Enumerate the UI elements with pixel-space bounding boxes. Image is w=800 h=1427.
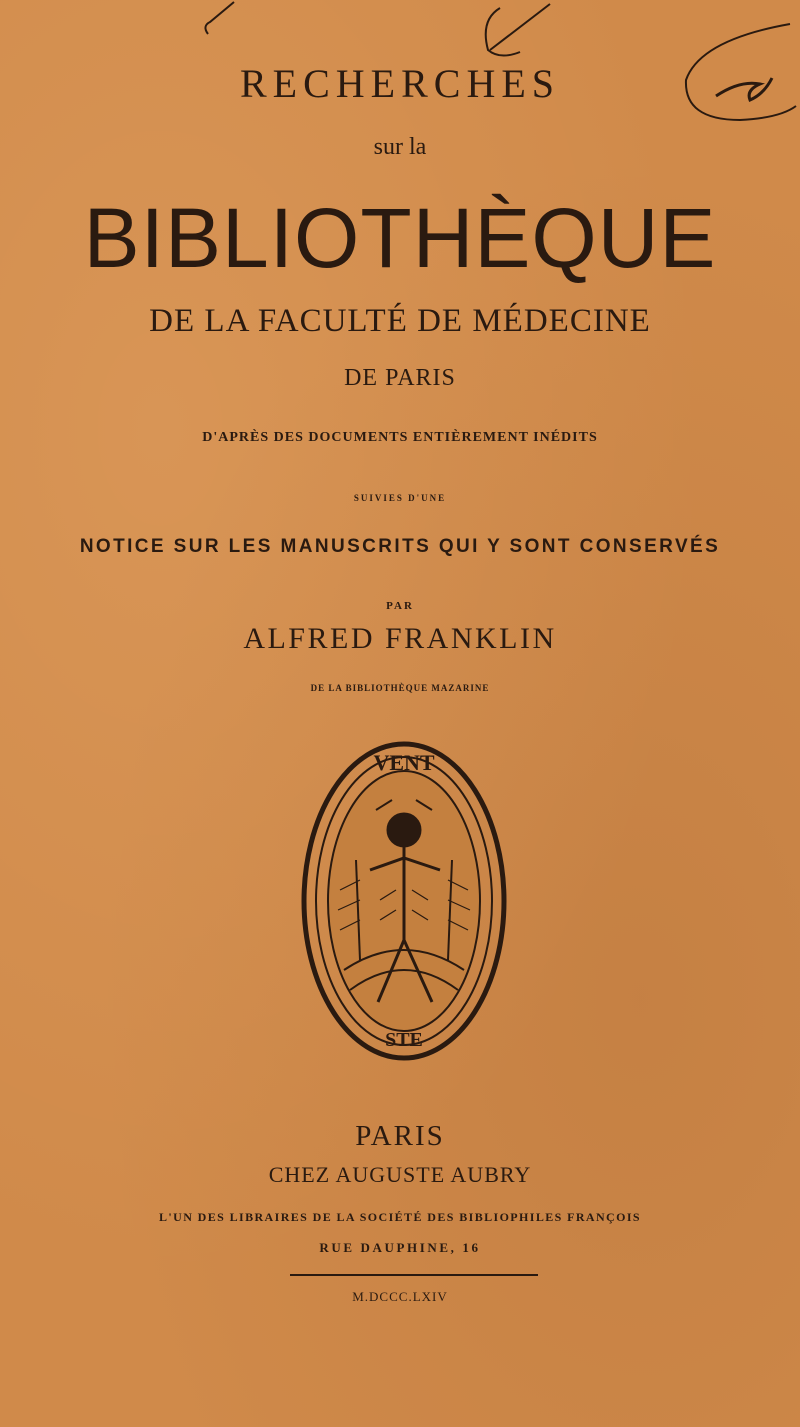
imprint-city: PARIS xyxy=(355,1120,445,1152)
notice-line: NOTICE SUR LES MANUSCRITS QUI Y SONT CONSERVÉS xyxy=(79,536,721,557)
imprint-address: RUE DAUPHINE, 16 xyxy=(319,1240,481,1255)
imprint-divider xyxy=(290,1274,538,1276)
author-name: ALFRED FRANKLIN xyxy=(243,622,557,655)
heading-recherches: RECHERCHES xyxy=(239,61,561,106)
printer-mark-bottom-text: STE xyxy=(385,1029,423,1051)
handwritten-mark-left xyxy=(200,0,240,40)
imprint-publisher: CHEZ AUGUSTE AUBRY xyxy=(268,1162,532,1187)
imprint-year: M.DCCC.LXIV xyxy=(352,1289,448,1304)
page-title: BIBLIOTHÈQUE xyxy=(83,191,717,285)
imprint-society: L'UN DES LIBRAIRES DE LA SOCIÉTÉ DES BIBLIOPHILES FRANÇOIS xyxy=(159,1210,641,1224)
subtitle-faculte: DE LA FACULTÉ DE MÉDECINE xyxy=(149,303,651,339)
printer-mark-top-text: VENT xyxy=(373,750,435,775)
author-affiliation: DE LA BIBLIOTHÈQUE MAZARINE xyxy=(310,683,490,693)
handwritten-mark-center xyxy=(470,0,560,60)
subtitle-paris: DE PARIS xyxy=(344,365,456,391)
par-line: PAR xyxy=(386,600,414,612)
printer-mark-emblem xyxy=(300,740,508,1062)
suivies-line: SUIVIES D'UNE xyxy=(353,493,447,503)
heading-sur-la: sur la xyxy=(373,134,427,160)
documents-line: D'APRÈS DES DOCUMENTS ENTIÈREMENT INÉDITS xyxy=(202,430,598,445)
